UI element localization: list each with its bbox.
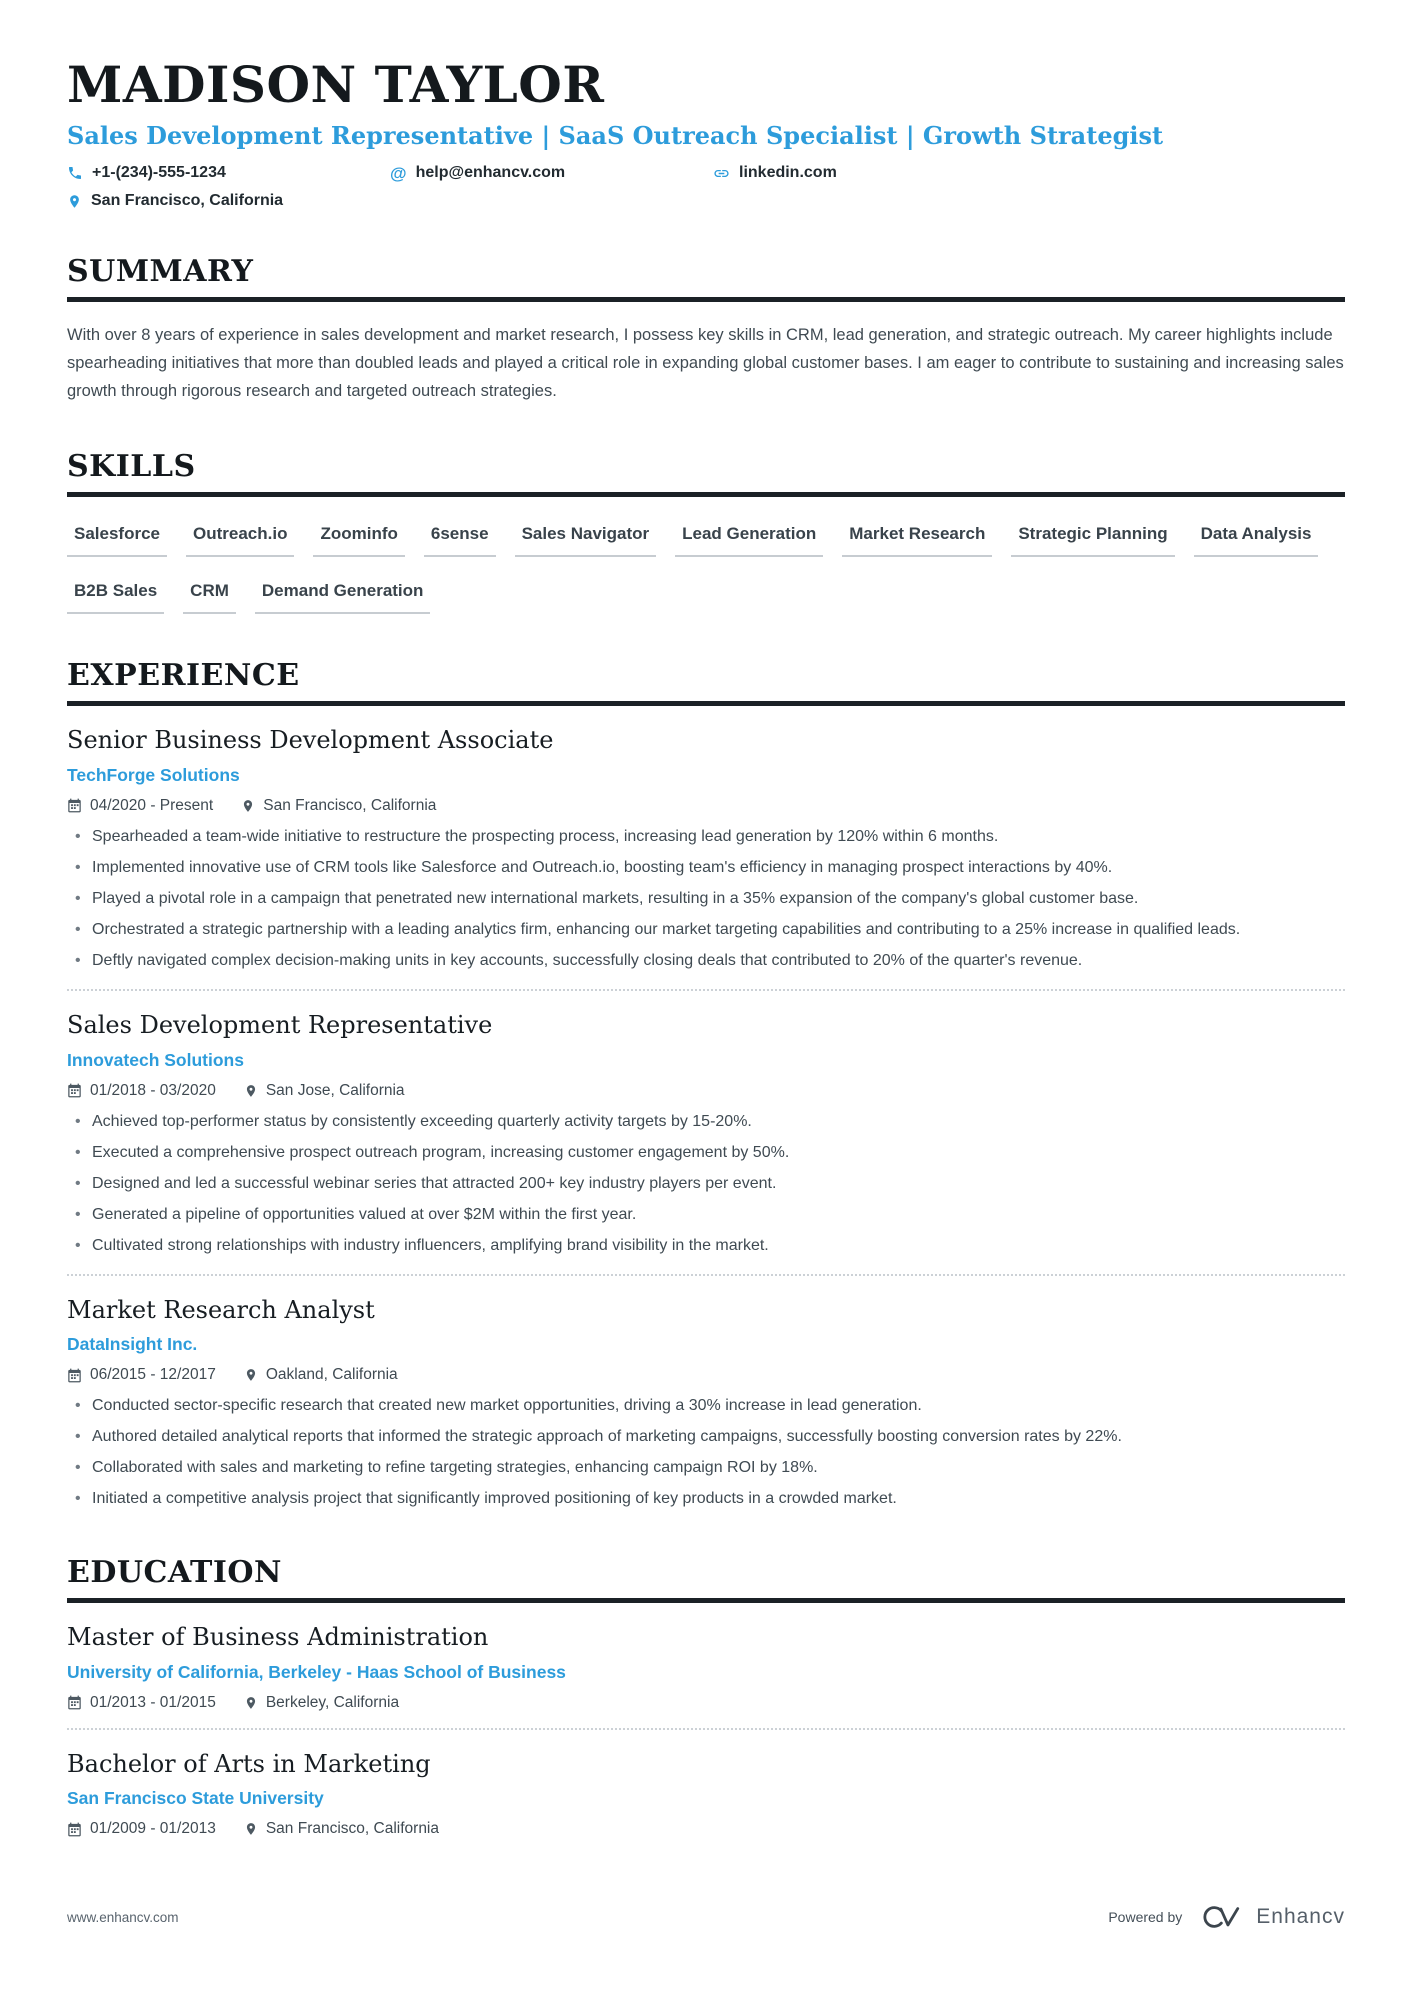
- contact-linkedin[interactable]: [713, 164, 1345, 182]
- job-title: Sales Development Representative: [67, 1010, 493, 1039]
- person-name: MADISON TAYLOR: [67, 55, 605, 114]
- bullet-item: • Achieved top-performer status by consistently exceeding quarterly activity targets by 15-20%.: [67, 1109, 1345, 1134]
- experience-entry: [67, 991, 1345, 1276]
- job-meta: [67, 1366, 1345, 1384]
- summary-text: With over 8 years of experience in sales development and market research, I possess key skills in CRM, lead generation, and strategic outreach. My career highlights include spearheading initiatives that more than doubled leads and played a critical role in expanding global customer bases. I am eager to contribute to sustaining and increasing sales growth through rigorous research and targeted outreach strategies.: [67, 326, 1344, 401]
- job-meta: [67, 797, 1345, 815]
- job-title: Senior Business Development Associate: [67, 726, 554, 755]
- school-name[interactable]: San Francisco State University: [67, 1788, 324, 1809]
- bullet-item: • Orchestrated a strategic partnership with a leading analytics firm, enhancing our market targeting capabilities and contributing to a 25% increase in qualified leads.: [67, 917, 1345, 942]
- experience-heading: EXPERIENCE: [67, 661, 1345, 706]
- education-location: [244, 1820, 439, 1838]
- person-headline: Sales Development Representative | SaaS Outreach Specialist | Growth Strategist: [67, 121, 1164, 150]
- school-name[interactable]: University of California, Berkeley - Haas School of Business: [67, 1661, 566, 1682]
- bullet-item: • Played a pivotal role in a campaign that penetrated new international markets, resulting in a 35% expansion of the company's global customer base.: [67, 886, 1345, 911]
- location-pin-icon: [244, 1084, 258, 1098]
- bullet-item: • Collaborated with sales and marketing to refine targeting strategies, enhancing campaign ROI by 18%.: [67, 1455, 1345, 1480]
- skill-tag: Market Research: [842, 524, 992, 557]
- calendar-icon: [67, 798, 82, 813]
- skill-tag: 6sense: [424, 524, 496, 557]
- job-location-text: Oakland, California: [265, 1366, 398, 1384]
- skill-tag: Demand Generation: [255, 581, 431, 614]
- job-location: [241, 797, 436, 815]
- bullet-item: • Cultivated strong relationships with industry influencers, amplifying brand visibility in the market.: [67, 1233, 1345, 1258]
- job-dates-text: 06/2015 - 12/2017: [90, 1366, 216, 1384]
- job-bullets: [67, 1109, 1345, 1258]
- location-pin-icon: [244, 1822, 258, 1836]
- job-location-text: San Jose, California: [265, 1081, 405, 1099]
- job-dates: [67, 1366, 216, 1384]
- contact-email-text: help@enhancv.com: [415, 164, 566, 182]
- skill-tag: CRM: [183, 581, 236, 614]
- experience-entry: [67, 706, 1345, 991]
- education-location: [244, 1694, 399, 1712]
- education-dates: [67, 1694, 216, 1712]
- at-icon: @: [390, 163, 407, 183]
- page-footer: [67, 1902, 1345, 1932]
- skill-tag: Lead Generation: [675, 524, 823, 557]
- skill-tag: Outreach.io: [186, 524, 294, 557]
- summary-heading: SUMMARY: [67, 257, 1345, 302]
- education-location-text: San Francisco, California: [265, 1820, 440, 1838]
- job-company[interactable]: DataInsight Inc.: [67, 1334, 198, 1355]
- skill-tag: Salesforce: [67, 524, 167, 557]
- job-company[interactable]: TechForge Solutions: [67, 764, 240, 785]
- education-entry: [67, 1730, 1345, 1839]
- footer-branding: [1108, 1902, 1345, 1932]
- bullet-item: • Executed a comprehensive prospect outreach program, increasing customer engagement by 50%.: [67, 1140, 1345, 1165]
- contact-location-text: San Francisco, California: [91, 192, 284, 210]
- job-dates: [67, 1082, 216, 1100]
- job-location: [244, 1082, 405, 1100]
- education-meta: [67, 1694, 1345, 1712]
- skill-tag: B2B Sales: [67, 581, 164, 614]
- calendar-icon: [67, 1695, 82, 1710]
- calendar-icon: [67, 1083, 82, 1098]
- experience-entry: [67, 1276, 1345, 1512]
- bullet-item: • Spearheaded a team-wide initiative to restructure the prospecting process, increasing lead generation by 120% within 6 months.: [67, 824, 1345, 849]
- calendar-icon: [67, 1368, 82, 1383]
- contact-row: [67, 164, 1345, 210]
- education-dates: [67, 1820, 216, 1838]
- location-pin-icon: [244, 1368, 258, 1382]
- job-company[interactable]: Innovatech Solutions: [67, 1049, 244, 1070]
- job-dates-text: 04/2020 - Present: [90, 796, 214, 814]
- education-entry: [67, 1603, 1345, 1730]
- contact-phone-text: +1-(234)-555-1234: [92, 164, 226, 182]
- contact-phone[interactable]: [67, 164, 390, 182]
- skill-tag: Sales Navigator: [515, 524, 657, 557]
- contact-email[interactable]: [390, 164, 713, 182]
- job-location-text: San Francisco, California: [263, 796, 437, 814]
- bullet-item: • Conducted sector-specific research that created new market opportunities, driving a 30% increase in lead generation.: [67, 1393, 1345, 1418]
- experience-section: [67, 658, 1345, 1511]
- degree-title: Bachelor of Arts in Marketing: [67, 1749, 431, 1778]
- skill-tag: Zoominfo: [313, 524, 404, 557]
- location-pin-icon: [67, 194, 82, 209]
- skills-section: [67, 449, 1345, 614]
- contact-location: [67, 192, 390, 210]
- education-location-text: Berkeley, California: [265, 1693, 400, 1711]
- bullet-item: • Implemented innovative use of CRM tools like Salesforce and Outreach.io, boosting team's efficiency in managing prospect interactions by 40%.: [67, 855, 1345, 880]
- powered-by-label: Powered by: [1108, 1909, 1183, 1925]
- bullet-item: • Authored detailed analytical reports that informed the strategic approach of marketing campaigns, successfully boosting conversion rates by 22%.: [67, 1424, 1345, 1449]
- education-section: [67, 1555, 1345, 1838]
- bullet-item: • Generated a pipeline of opportunities valued at over $2M within the first year.: [67, 1202, 1345, 1227]
- link-icon: [713, 165, 730, 182]
- job-location: [244, 1366, 398, 1384]
- bullet-item: • Designed and led a successful webinar series that attracted 200+ key industry players per event.: [67, 1171, 1345, 1196]
- contact-linkedin-text: linkedin.com: [739, 164, 837, 182]
- job-dates: [67, 797, 213, 815]
- brand-name[interactable]: Enhancv: [1256, 1905, 1345, 1928]
- job-bullets: [67, 824, 1345, 973]
- skills-list: [67, 524, 1345, 614]
- education-heading: EDUCATION: [67, 1558, 1345, 1603]
- job-bullets: [67, 1393, 1345, 1511]
- location-pin-icon: [244, 1696, 258, 1710]
- bullet-item: • Initiated a competitive analysis project that significantly improved positioning of key products in a crowded market.: [67, 1486, 1345, 1511]
- phone-icon: [67, 165, 83, 181]
- footer-site-link[interactable]: www.enhancv.com: [67, 1909, 179, 1925]
- education-dates-text: 01/2009 - 01/2013: [90, 1820, 216, 1838]
- summary-section: [67, 254, 1345, 405]
- calendar-icon: [67, 1822, 82, 1837]
- bullet-item: • Deftly navigated complex decision-making units in key accounts, successfully closing deals that contributed to 20% of the quarter's revenue.: [67, 948, 1345, 973]
- skill-tag: Data Analysis: [1194, 524, 1319, 557]
- enhancv-logo-icon: [1196, 1902, 1242, 1932]
- location-pin-icon: [241, 799, 255, 813]
- education-dates-text: 01/2013 - 01/2015: [90, 1693, 216, 1711]
- education-meta: [67, 1820, 1345, 1838]
- job-meta: [67, 1082, 1345, 1100]
- skills-heading: SKILLS: [67, 452, 1345, 497]
- skill-tag: Strategic Planning: [1011, 524, 1174, 557]
- degree-title: Master of Business Administration: [67, 1623, 489, 1652]
- job-title: Market Research Analyst: [67, 1295, 375, 1324]
- job-dates-text: 01/2018 - 03/2020: [90, 1081, 216, 1099]
